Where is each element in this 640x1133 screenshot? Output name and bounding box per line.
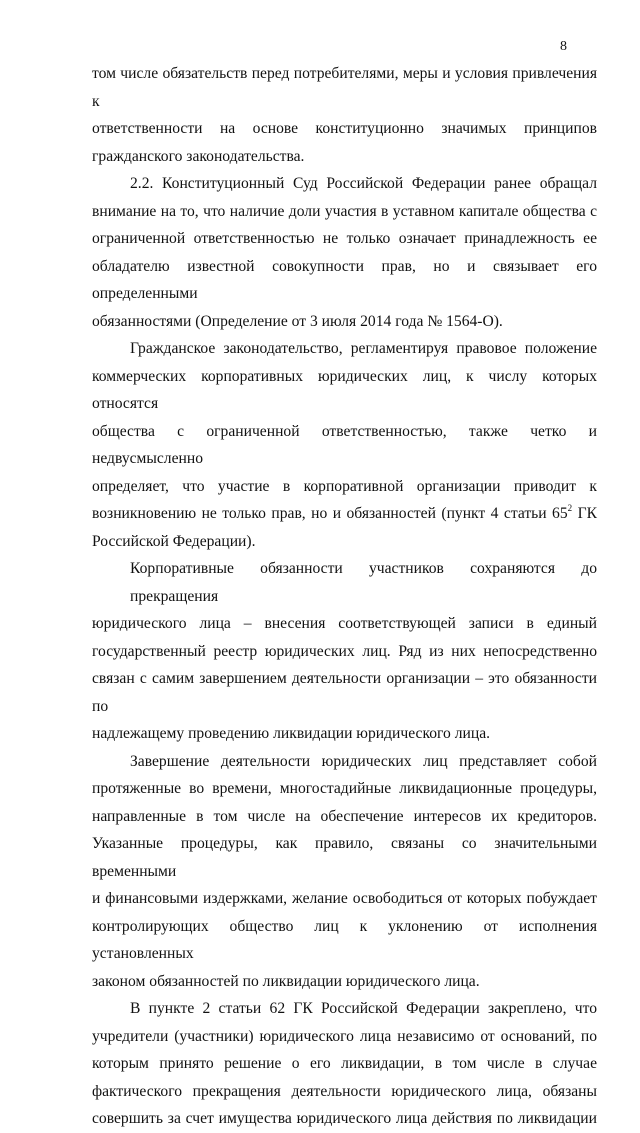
text-line: В пункте 2 статьи 62 ГК Российской Федерации закреплено, что <box>130 1000 597 1017</box>
text-line: возникновению не только прав, но и обязанностей (пункт 4 статьи $65^2$ ГК <box>92 502 597 522</box>
text-line: совершить за счет имущества юридического лица действия по ликвидации <box>92 1110 597 1127</box>
text-line: государственный реестр юридических лиц. Ряд из них непосредственно <box>92 642 597 660</box>
text-line: обязанностями (Определение от 3 июля 2014 года № 1564-О). <box>92 312 503 330</box>
paragraph <box>92 170 597 335</box>
paragraph <box>92 60 597 170</box>
text-line: направленные в том числе на обеспечение интересов их кредиторов. <box>92 807 597 825</box>
text-line: юридического лица – внесения соответствующей записи в единый <box>92 615 597 632</box>
document-body <box>92 60 597 1133</box>
superscript: 2 <box>567 502 573 513</box>
text-line: внимание на то, что наличие доли участия в уставном капитале общества с <box>92 202 597 220</box>
text-line: фактического прекращения деятельности юридического лица, обязаны <box>92 1082 597 1100</box>
text-line: общества с ограниченной ответственностью, также четко и недвусмысленно <box>92 422 597 467</box>
text-line: том числе обязательств перед потребителями, меры и условия привлечения к <box>92 65 597 110</box>
paragraph <box>92 555 597 748</box>
text-line: 2.2. Конституционный Суд Российской Федерации ранее обращал <box>130 175 597 192</box>
text-line: гражданского законодательства. <box>92 147 305 165</box>
text-line: Гражданское законодательство, регламентируя правовое положение <box>130 340 597 357</box>
text-line: связан с самим завершением деятельности организации – это обязанности по <box>92 670 597 715</box>
paragraph <box>92 995 597 1133</box>
text-line: Указанные процедуры, как правило, связаны со значительными временными <box>92 835 597 880</box>
page-number: 8 <box>560 39 567 54</box>
paragraph <box>92 335 597 555</box>
text-line: протяженные во времени, многостадийные ликвидационные процедуры, <box>92 780 597 797</box>
text-line: которым принято решение о его ликвидации, в том числе в случае <box>92 1055 597 1072</box>
text-line: Корпоративные обязанности участников сохраняются до прекращения <box>130 560 597 605</box>
text-line: законом обязанностей по ликвидации юридического лица. <box>92 972 480 990</box>
text-line: надлежащему проведению ликвидации юридического лица. <box>92 725 491 742</box>
text-line: и финансовыми издержками, желание освободиться от которых побуждает <box>92 890 597 907</box>
text-line: обладателю известной совокупности прав, но и связывает его определенными <box>92 257 597 302</box>
text-line: ограниченной ответственностью не только означает принадлежность ее <box>92 230 597 247</box>
text-line: коммерческих корпоративных юридических лиц, к числу которых относятся <box>92 367 597 412</box>
text-line: ответственности на основе конституционно значимых принципов <box>92 120 597 137</box>
text-line: Завершение деятельности юридических лиц представляет собой <box>130 752 597 770</box>
text-line: учредители (участники) юридического лица независимо от оснований, по <box>92 1027 597 1045</box>
text-line: определяет, что участие в корпоративной организации приводит к <box>92 477 597 495</box>
text-line: контролирующих общество лиц к уклонению от исполнения установленных <box>92 917 597 962</box>
text-line-tail: ГК <box>572 505 597 522</box>
text-line: Российской Федерации). <box>92 532 256 550</box>
paragraph <box>92 748 597 996</box>
